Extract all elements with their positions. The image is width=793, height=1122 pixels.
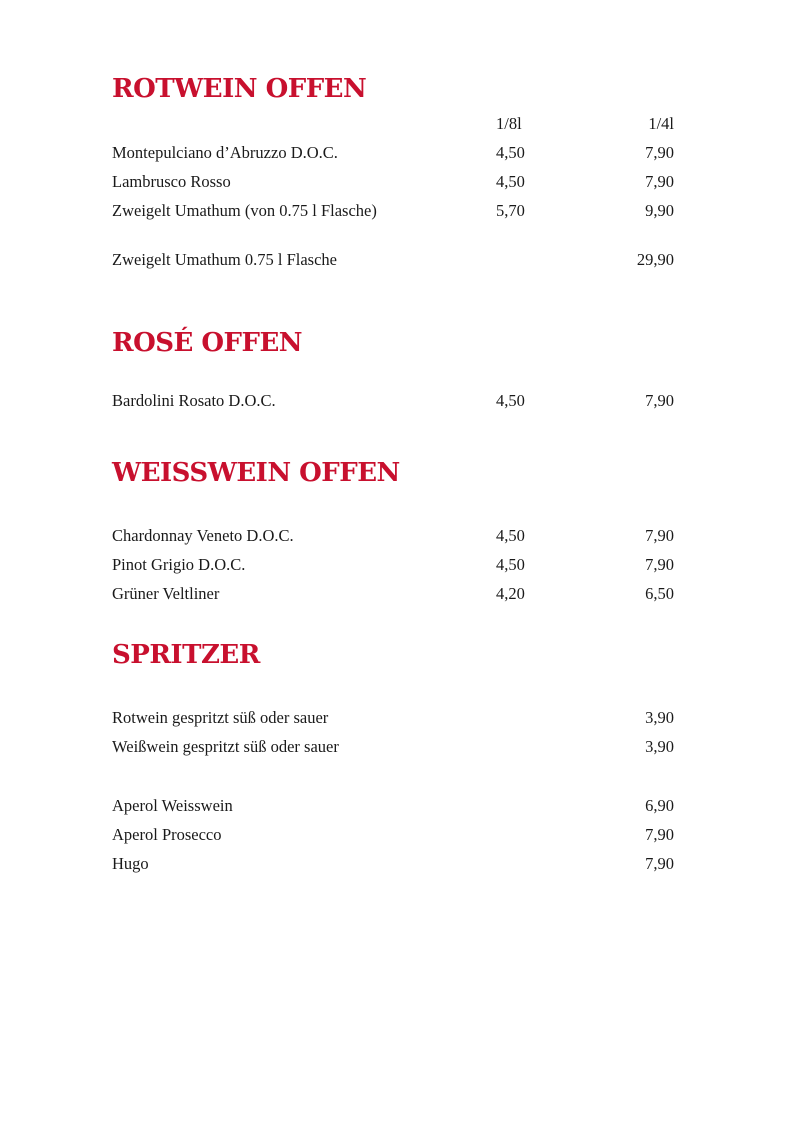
menu-item	[112, 525, 674, 547]
menu-item	[112, 249, 674, 271]
item-price-quarter: 7,90	[645, 526, 674, 545]
item-name: Montepulciano d’Abruzzo D.O.C.	[112, 143, 338, 162]
item-name: Hugo	[112, 854, 149, 873]
column-header-row	[112, 113, 674, 135]
item-price-bottle: 29,90	[636, 250, 674, 269]
item-price-eighth: 5,70	[496, 201, 525, 220]
menu-item	[112, 824, 674, 846]
item-price-eighth: 4,50	[496, 143, 525, 162]
item-price: 7,90	[645, 854, 674, 873]
menu-item	[112, 736, 674, 758]
column-header-quarter-liter: 1/4l	[648, 114, 674, 133]
item-price-quarter: 7,90	[645, 391, 674, 410]
item-name: Bardolini Rosato D.O.C.	[112, 391, 276, 410]
item-price: 3,90	[645, 708, 674, 727]
menu-item	[112, 200, 674, 222]
item-name: Weißwein gespritzt süß oder sauer	[112, 737, 339, 756]
item-name: Rotwein gespritzt süß oder sauer	[112, 708, 329, 727]
item-price-quarter: 6,50	[645, 584, 674, 603]
menu-item	[112, 583, 674, 605]
item-name: Zweigelt Umathum (von 0.75 l Flasche)	[112, 201, 377, 220]
section-title-rose: ROSÉ OFFEN	[112, 328, 303, 358]
item-name: Pinot Grigio D.O.C.	[112, 555, 246, 574]
menu-item	[112, 853, 674, 875]
item-name: Aperol Prosecco	[112, 825, 222, 844]
item-price: 6,90	[645, 796, 674, 815]
item-price-eighth: 4,50	[496, 526, 525, 545]
item-name: Chardonnay Veneto D.O.C.	[112, 526, 294, 545]
item-price-quarter: 9,90	[645, 201, 674, 220]
item-price-eighth: 4,50	[496, 172, 525, 191]
item-price-eighth: 4,50	[496, 555, 525, 574]
item-price-eighth: 4,20	[496, 584, 525, 603]
item-name: Grüner Veltliner	[112, 584, 220, 603]
item-price-quarter: 7,90	[645, 143, 674, 162]
menu-item	[112, 171, 674, 193]
menu-item	[112, 795, 674, 817]
menu-item	[112, 142, 674, 164]
section-title-rotwein: ROTWEIN OFFEN	[112, 74, 367, 104]
column-header-eighth-liter: 1/8l	[496, 114, 522, 133]
menu-item	[112, 390, 674, 412]
menu-item	[112, 554, 674, 576]
item-price-quarter: 7,90	[645, 555, 674, 574]
item-name: Zweigelt Umathum 0.75 l Flasche	[112, 250, 337, 269]
item-price: 3,90	[645, 737, 674, 756]
item-name: Aperol Weisswein	[112, 796, 233, 815]
item-price-eighth: 4,50	[496, 391, 525, 410]
menu-item	[112, 707, 674, 729]
section-title-weisswein: WEISSWEIN OFFEN	[112, 458, 400, 488]
section-title-spritzer: SPRITZER	[112, 640, 260, 670]
item-price-quarter: 7,90	[645, 172, 674, 191]
item-name: Lambrusco Rosso	[112, 172, 231, 191]
item-price: 7,90	[645, 825, 674, 844]
